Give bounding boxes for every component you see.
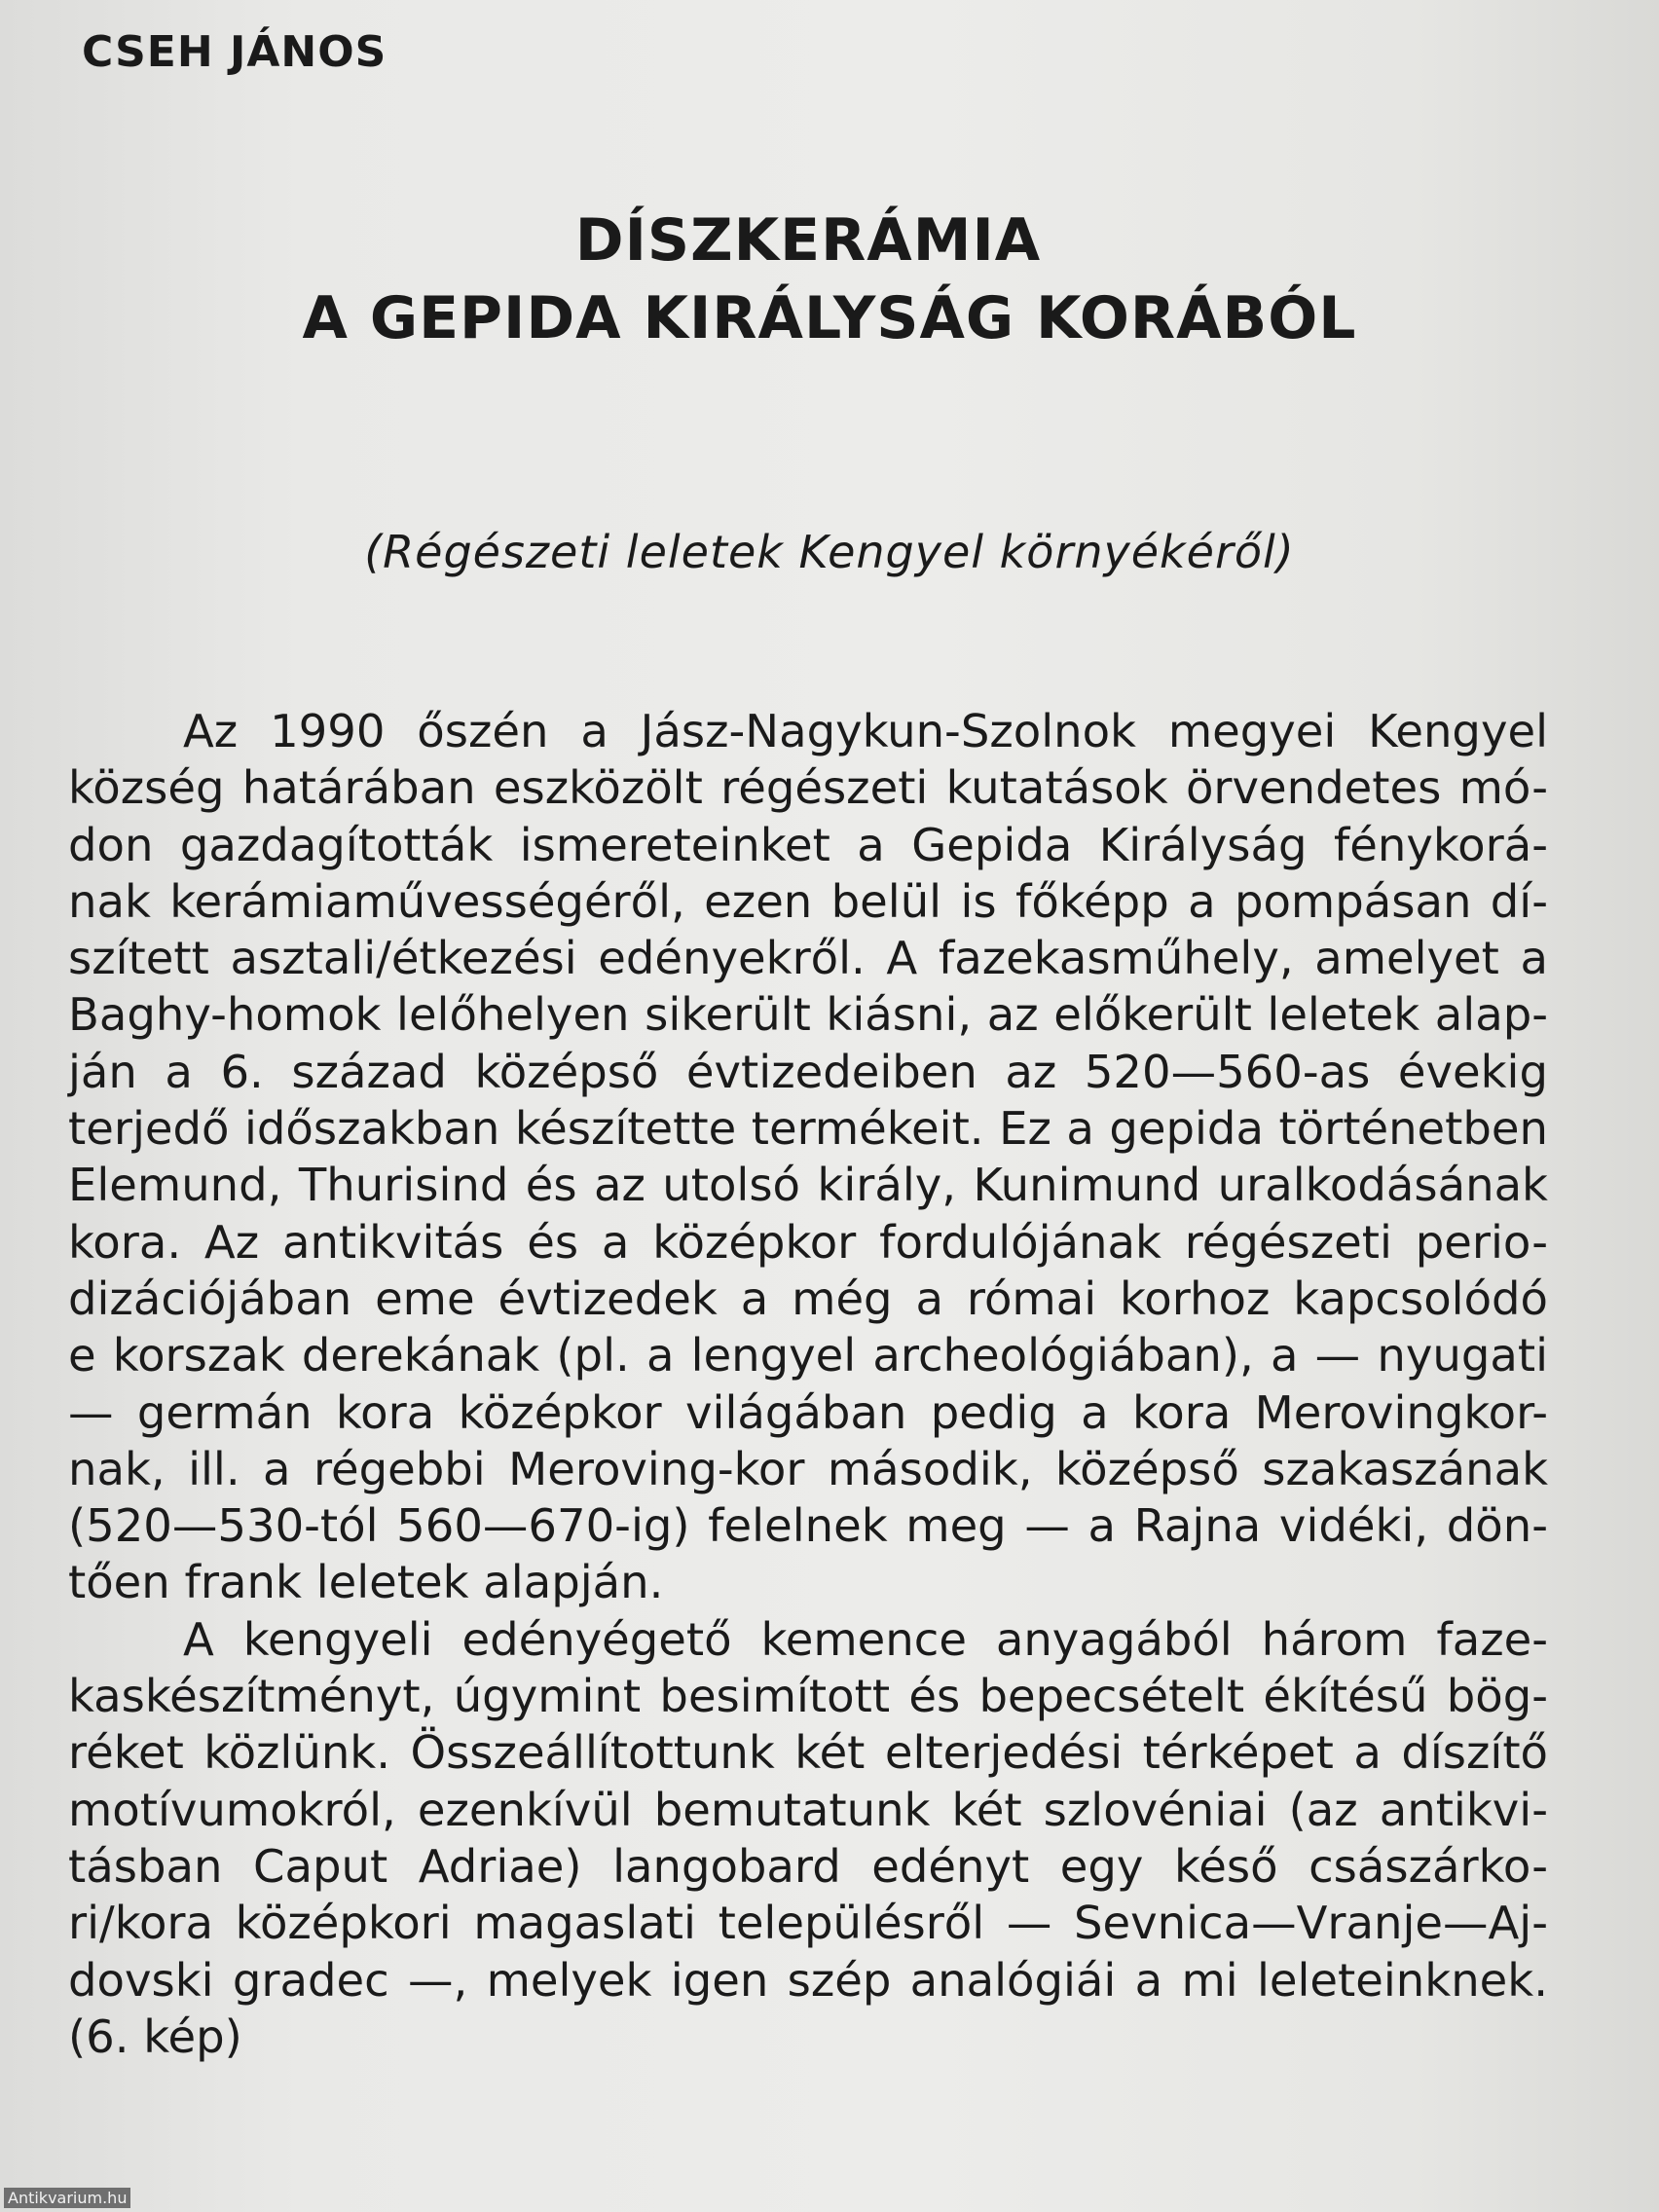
article-title-line-1: DÍSZKERÁMIA — [574, 206, 1042, 275]
text-line: ri/kora középkori magaslati településről — Sevnica—Vranje—Aj- — [68, 1897, 1548, 1950]
text-line: nak kerámiaművességéről, ezen belül is főképp a pompásan dí- — [68, 874, 1548, 928]
text-line: (520—530-tól 560—670-ig) felelnek meg — a Rajna vidéki, dön- — [68, 1499, 1548, 1553]
article-body — [68, 703, 1548, 2065]
watermark: Antikvarium.hu — [4, 2188, 130, 2208]
text-line: terjedő időszakban készítette termékeit. Ez a gepida történetben — [68, 1102, 1548, 1156]
text-line: — germán kora középkor világában pedig a kora Merovingkor- — [68, 1385, 1548, 1439]
text-line: dovski gradec —, melyek igen szép analógiái a mi leleteinknek. — [68, 1953, 1548, 2007]
text-line: szített asztali/étkezési edényekről. A fazekasműhely, amelyet a — [68, 932, 1548, 985]
text-line: motívumokról, ezenkívül bemutatunk két szlovéniai (az antikvi- — [68, 1783, 1548, 1836]
text-line: tően frank leletek alapján. — [68, 1556, 664, 1609]
text-line: don gazdagították ismereteinket a Gepida Királyság fénykorá- — [68, 818, 1548, 871]
text-line: Baghy-homok lelőhelyen sikerült kiásni, az előkerült leletek alap- — [68, 988, 1548, 1042]
text-line: ján a 6. század középső évtizedeiben az 520—560-as évekig — [68, 1045, 1548, 1098]
text-line: dizációjában eme évtizedek a még a római korhoz kapcsolódó — [68, 1272, 1548, 1325]
text-line: kaskészítményt, úgymint besimított és bepecsételt ékítésű bög- — [68, 1670, 1548, 1723]
text-line: község határában eszközölt régészeti kutatások örvendetes mó- — [68, 761, 1548, 815]
text-line: Elemund, Thurisind és az utolsó király, Kunimund uralkodásának — [68, 1159, 1548, 1212]
article-title-line-2: A GEPIDA KIRÁLYSÁG KORÁBÓL — [302, 284, 1357, 352]
paragraph-1 — [68, 703, 1548, 1611]
text-line: Az 1990 őszén a Jász-Nagykun-Szolnok megyei Kengyel — [183, 705, 1548, 757]
text-line: kora. Az antikvitás és a középkor fordulójának régészeti perio- — [68, 1215, 1548, 1269]
text-line: (6. kép) — [68, 2009, 242, 2063]
author-name: CSEH JÁNOS — [82, 27, 387, 77]
text-line: e korszak derekának (pl. a lengyel archeológiában), a — nyugati — [68, 1329, 1548, 1382]
text-line: nak, ill. a régebbi Meroving-kor második, középső szakaszának — [68, 1442, 1548, 1495]
article-subtitle: (Régészeti leletek Kengyel környékéről) — [364, 526, 1295, 578]
paragraph-2 — [68, 1611, 1548, 2065]
text-line: tásban Caput Adriae) langobard edényt egy késő császárko- — [68, 1839, 1548, 1893]
text-line: A kengyeli edényégető kemence anyagából három faze- — [183, 1612, 1548, 1666]
text-line: réket közlünk. Összeállítottunk két elterjedési térképet a díszítő — [68, 1726, 1548, 1780]
